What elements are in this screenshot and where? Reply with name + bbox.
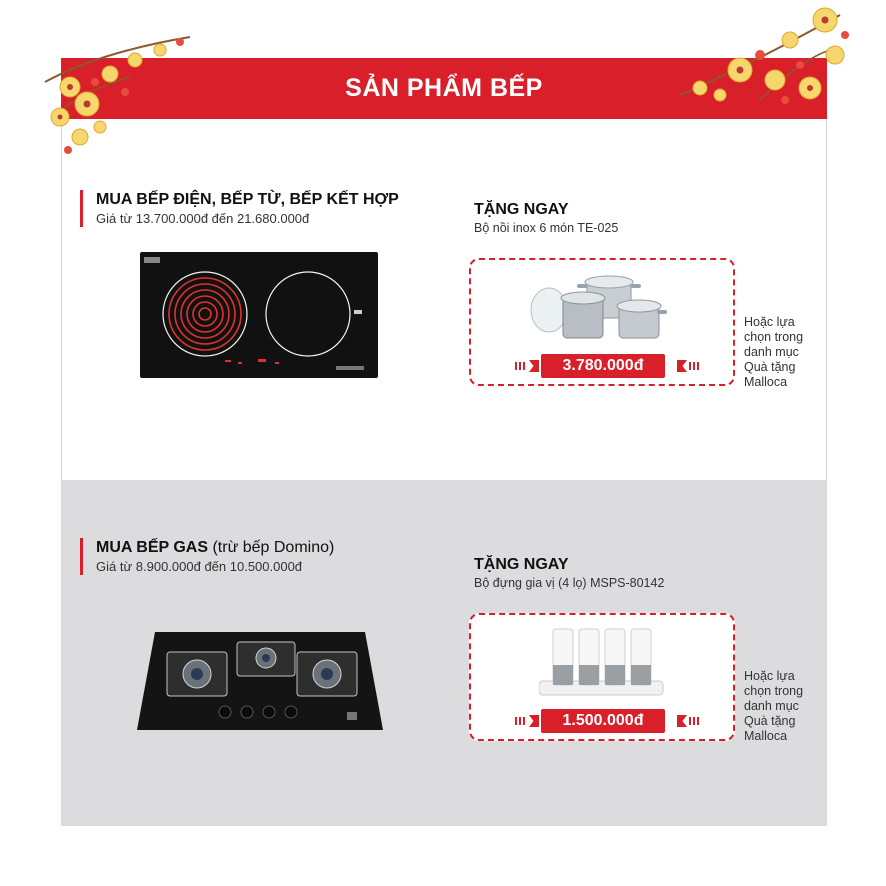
gift-electric-title: TẶNG NGAY: [474, 201, 569, 218]
ribbon-right: [677, 715, 687, 727]
side-note-line: Quà tặng: [744, 714, 796, 728]
gift-electric-price: 3.780.000đ: [541, 354, 665, 378]
banner-title: SẢN PHẨM BẾP: [345, 74, 543, 102]
ribbon-left: [529, 360, 539, 372]
deal-gas-title-note: (trừ bếp Domino): [208, 539, 335, 556]
ribbon-dots-left: [515, 362, 525, 370]
side-note-line: danh mục: [744, 345, 799, 359]
deal-electric-title: [96, 190, 399, 210]
gift-electric-box: [469, 258, 735, 386]
side-note-line: Quà tặng: [744, 360, 796, 374]
deal-electric-header: [80, 190, 399, 227]
gift-gas-price: 1.500.000đ: [541, 709, 665, 733]
side-note-line: Malloca: [744, 729, 788, 743]
gift-electric-header: [474, 200, 618, 236]
gift-electric-side-note: [744, 315, 824, 390]
side-note-line: chọn trong: [744, 330, 804, 344]
gift-electric-subtitle: Bộ nồi inox 6 món TE-025: [474, 221, 619, 235]
side-note-line: Malloca: [744, 375, 788, 389]
gift-gas-side-note: [744, 669, 824, 744]
ribbon-dots-right: [689, 717, 699, 725]
side-note-line: danh mục: [744, 699, 799, 713]
deal-gas-price: Giá từ 8.900.000đ đến 10.500.000đ: [96, 559, 303, 574]
ribbon-right: [677, 360, 687, 372]
deal-electric-title-text: MUA BẾP ĐIỆN, BẾP TỪ, BẾP KẾT HỢP: [96, 191, 399, 208]
deal-gas-title: [96, 538, 334, 558]
gift-gas-title: TẶNG NGAY: [474, 556, 569, 573]
gift-gas-box: [469, 613, 735, 741]
deal-gas-header: [80, 538, 334, 575]
side-note-line: Hoặc lựa: [744, 315, 795, 329]
ribbon-dots-right: [689, 362, 699, 370]
gift-gas-subtitle: Bộ đựng gia vị (4 lọ) MSPS-80142: [474, 576, 665, 590]
ribbon-left: [529, 715, 539, 727]
side-note-line: Hoặc lựa: [744, 669, 795, 683]
ribbon-dots-left: [515, 717, 525, 725]
deal-electric-price: Giá từ 13.700.000đ đến 21.680.000đ: [96, 211, 310, 226]
side-note-line: chọn trong: [744, 684, 804, 698]
deal-gas-title-text: MUA BẾP GAS: [96, 539, 209, 556]
gift-gas-header: [474, 555, 664, 591]
